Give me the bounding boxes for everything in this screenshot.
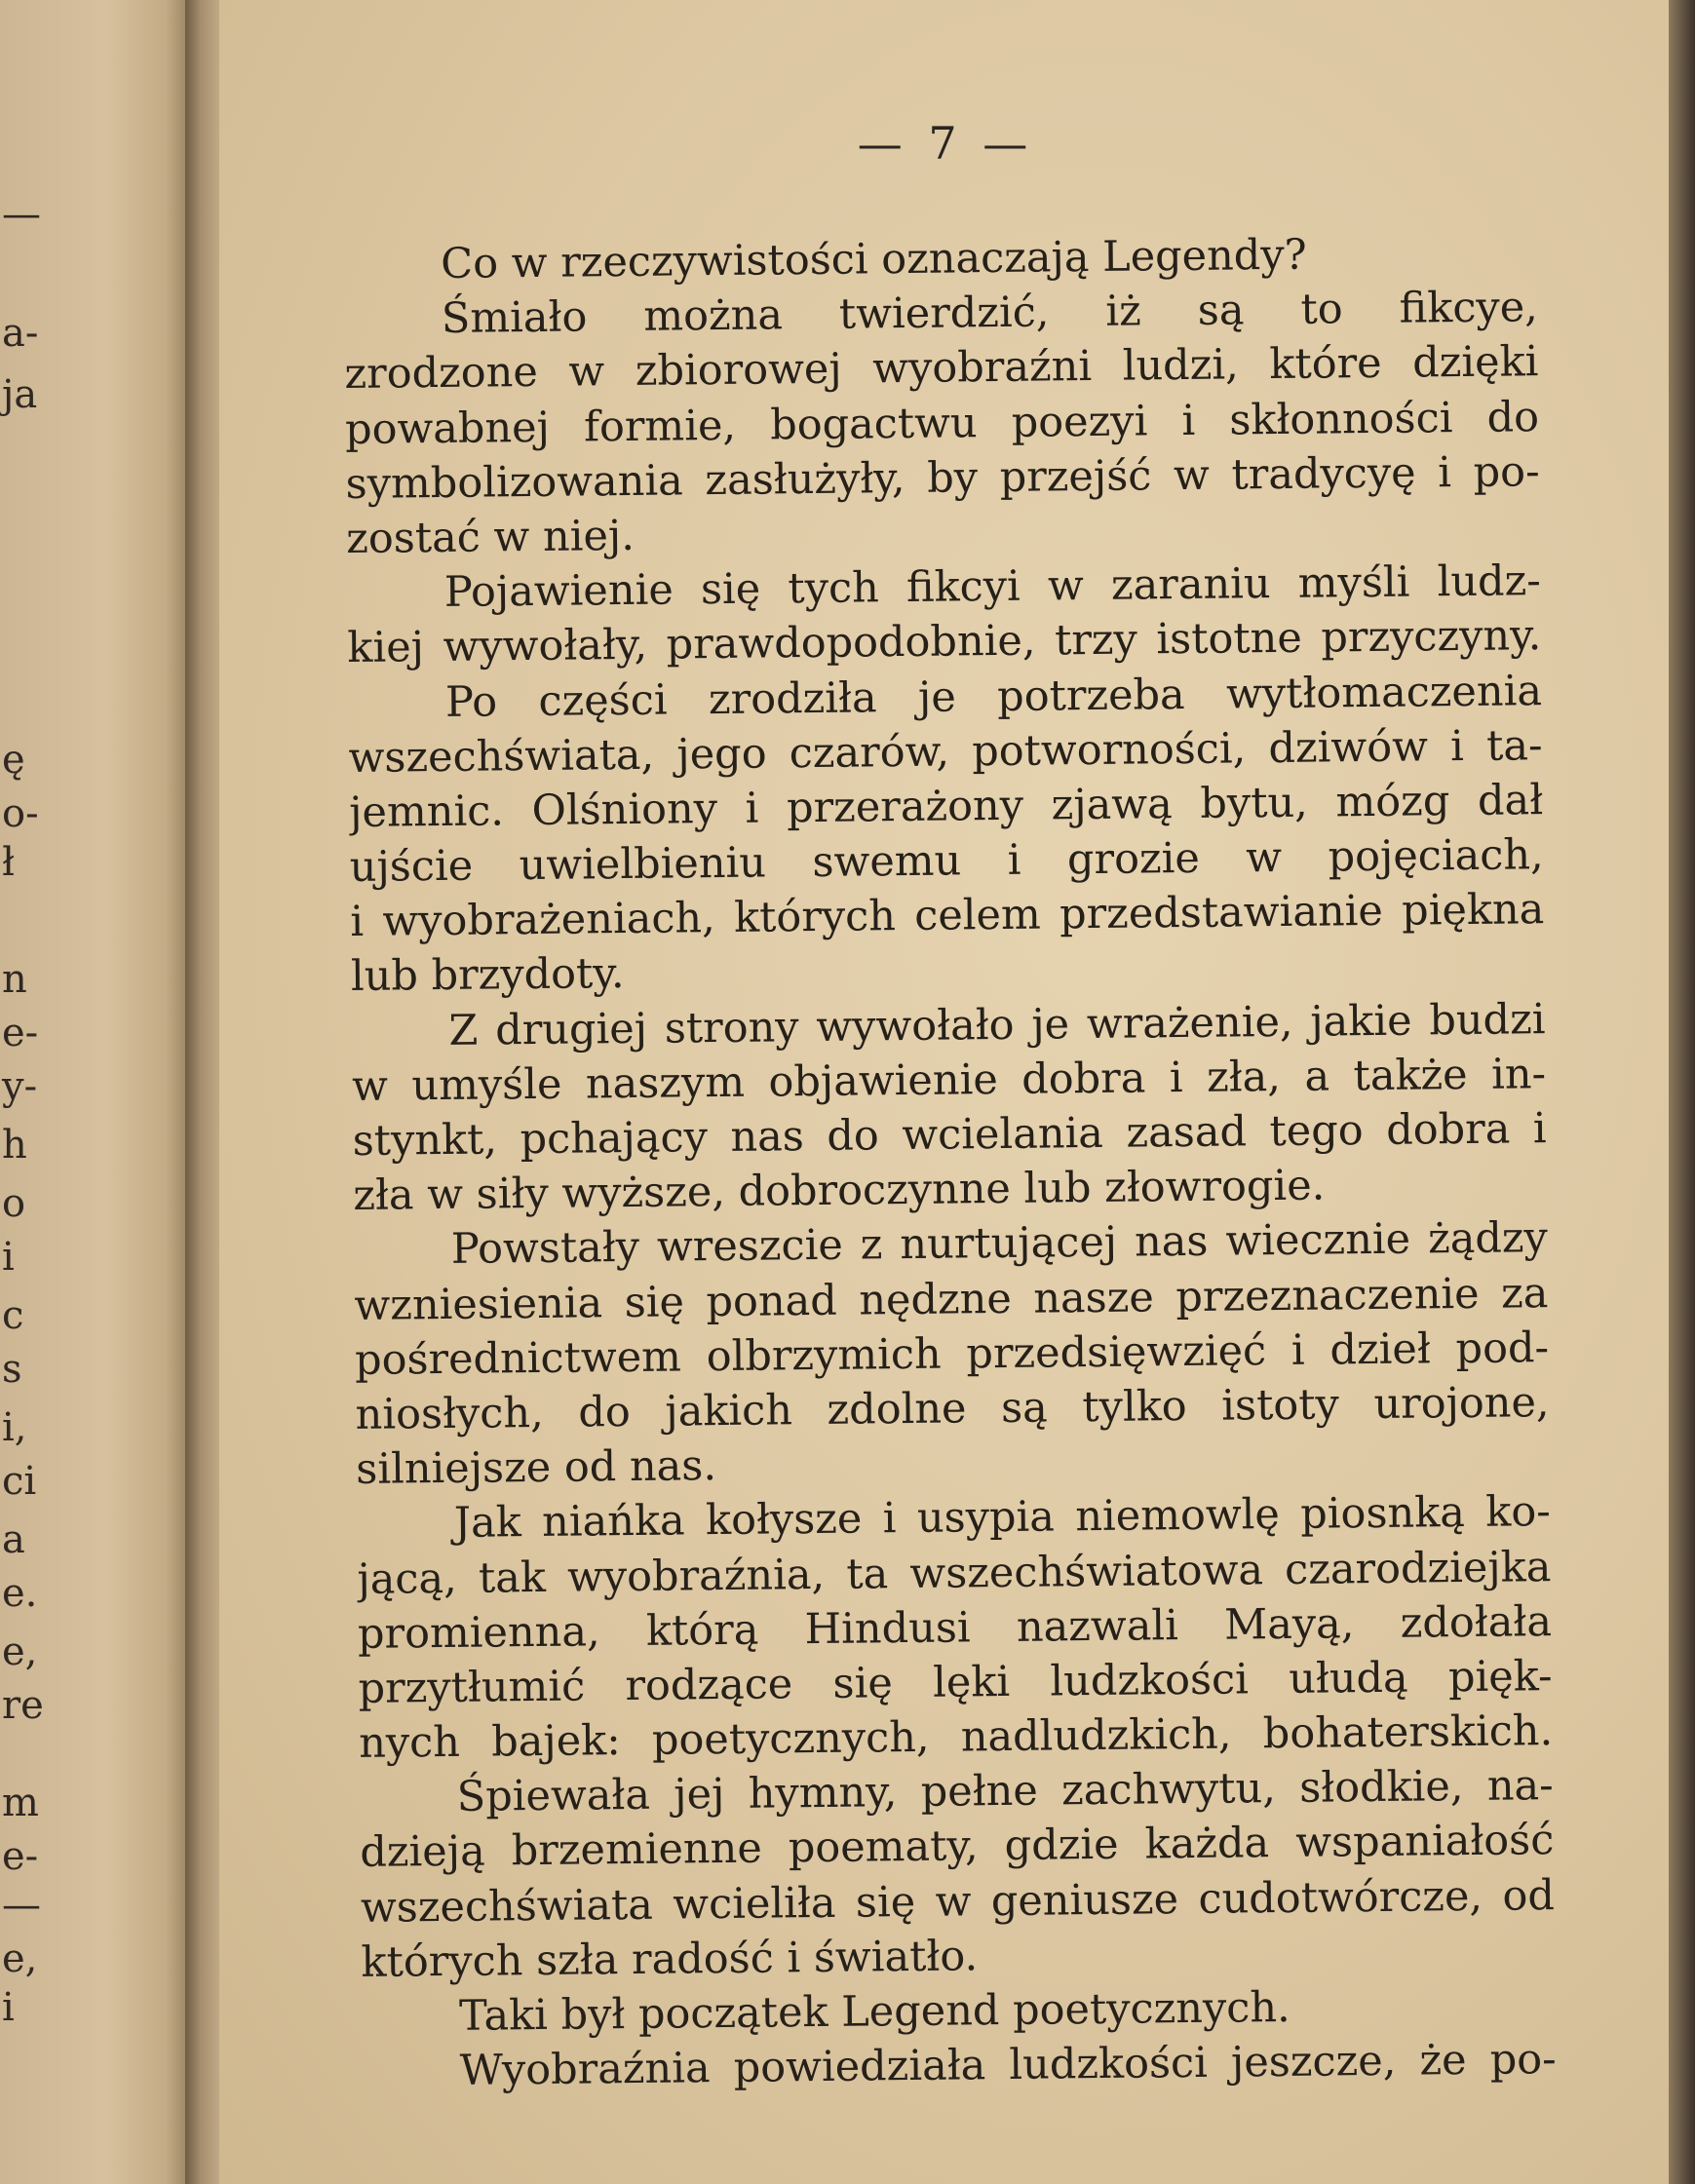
- left-page-edge-text: [0, 0, 58, 2184]
- text-line: i wyobrażeniach, których celem przedstawianie piękna: [350, 885, 1545, 947]
- text-line: Śmiało można twierdzić, iż są to fikcye,: [441, 283, 1539, 344]
- edge-letter: ci: [2, 1459, 37, 1504]
- edge-letter: —: [2, 1883, 41, 1928]
- edge-letter: re: [2, 1683, 44, 1728]
- page-body-text: [343, 225, 1557, 2099]
- book-cover-edge: [1669, 0, 1695, 2184]
- text-line: powabnej formie, bogactwu poezyi i skłonności do: [344, 392, 1540, 454]
- text-line: przytłumić rodzące się lęki ludzkości ułudą pięk-: [358, 1651, 1553, 1713]
- edge-letter: e-: [2, 1011, 39, 1055]
- edge-letter: —: [2, 192, 41, 237]
- text-line: Z drugiej strony wywołało je wrażenie, jakie budzi: [448, 994, 1546, 1055]
- edge-letter: h: [2, 1123, 27, 1168]
- text-line: silniejsze od nas.: [355, 1441, 717, 1495]
- text-line: stynkt, pchający nas do wcielania zasad tego dobra i: [352, 1104, 1547, 1166]
- text-line: jącą, tak wyobraźnia, ta wszechświatowa czarodziejka: [357, 1542, 1552, 1604]
- edge-letter: e-: [2, 1834, 39, 1879]
- edge-letter: i,: [2, 1405, 27, 1450]
- edge-letter: a-: [2, 311, 39, 356]
- text-line: Jak niańka kołysze i usypia niemowlę piosnką ko-: [453, 1487, 1552, 1549]
- edge-letter: ja: [2, 372, 38, 417]
- text-line: dzieją brzemienne poematy, gdzie każda wspaniałość: [360, 1816, 1555, 1878]
- text-line: Po części zrodziła je potrzeba wytłomaczenia: [444, 666, 1543, 727]
- text-line: jemnic. Olśniony i przerażony zjawą bytu, mózg dał: [348, 776, 1544, 837]
- text-line: symbolizowania zasłużyły, by przejść w tradycyę i po-: [345, 446, 1540, 509]
- edge-letter: c: [2, 1293, 24, 1338]
- text-line: lub brzydoty.: [350, 949, 625, 1002]
- text-line: promienna, którą Hindusi nazwali Mayą, zdołała: [357, 1596, 1553, 1659]
- edge-letter: o-: [2, 791, 39, 836]
- edge-letter: i: [2, 1235, 15, 1280]
- edge-letter: e.: [2, 1571, 38, 1616]
- text-line: zostać w niej.: [345, 511, 636, 563]
- edge-letter: i: [2, 1985, 15, 2030]
- text-line: Pojawienie się tych fikcyi w zaraniu myśli ludz-: [443, 556, 1542, 618]
- edge-letter: n: [2, 957, 27, 1002]
- edge-letter: e,: [2, 1936, 38, 1981]
- text-line: nych bajek: poetycznych, nadludzkich, bohaterskich.: [358, 1706, 1554, 1768]
- text-line: których szła radość i światło.: [361, 1932, 979, 1987]
- text-line: Co w rzeczywistości oznaczają Legendy?: [441, 230, 1307, 288]
- edge-letter: s: [2, 1347, 22, 1392]
- book-gutter: [185, 0, 224, 2184]
- edge-letter: ę: [2, 738, 25, 783]
- text-line: Wyobraźnia powiedziała ludzkości jeszcze, że po-: [459, 2035, 1557, 2096]
- text-line: ujście uwielbieniu swemu i grozie w pojęciach,: [349, 830, 1544, 893]
- text-line: kiej wywołały, prawdopodobnie, trzy istotne przyczyny.: [347, 611, 1542, 673]
- text-line: wszechświata wcieliła się w geniusze cudotwórcze, od: [360, 1870, 1556, 1933]
- page-number: — 7 —: [857, 117, 1034, 170]
- edge-letter: o: [2, 1181, 26, 1226]
- text-line: Śpiewała jej hymny, pełne zachwytu, słodkie, na-: [456, 1761, 1554, 1822]
- left-page: [0, 0, 195, 2184]
- edge-letter: m: [2, 1781, 39, 1825]
- text-line: wszechświata, jego czarów, potworności, dziwów i ta-: [348, 720, 1543, 783]
- text-line: pośrednictwem olbrzymich przedsięwzięć i dzieł pod-: [354, 1322, 1550, 1385]
- edge-letter: a: [2, 1517, 25, 1562]
- text-line: Powstały wreszcie z nurtującej nas wiecznie żądzy: [450, 1213, 1549, 1275]
- text-line: niosłych, do jakich zdolne są tylko istoty urojone,: [355, 1378, 1550, 1439]
- edge-letter: ł: [2, 840, 15, 885]
- text-line: zła w siły wyższe, dobroczynne lub złowrogie.: [353, 1161, 1326, 1221]
- text-line: w umyśle naszym objawienie dobra i zła, a także in-: [351, 1049, 1547, 1111]
- text-line: wzniesienia się ponad nędzne nasze przeznaczenie za: [354, 1268, 1549, 1330]
- text-line: zrodzone w zbiorowej wyobraźni ludzi, które dzięki: [344, 337, 1539, 400]
- edge-letter: e,: [2, 1629, 38, 1674]
- text-line: Taki był początek Legend poetycznych.: [458, 1982, 1291, 2041]
- edge-letter: y-: [2, 1064, 38, 1109]
